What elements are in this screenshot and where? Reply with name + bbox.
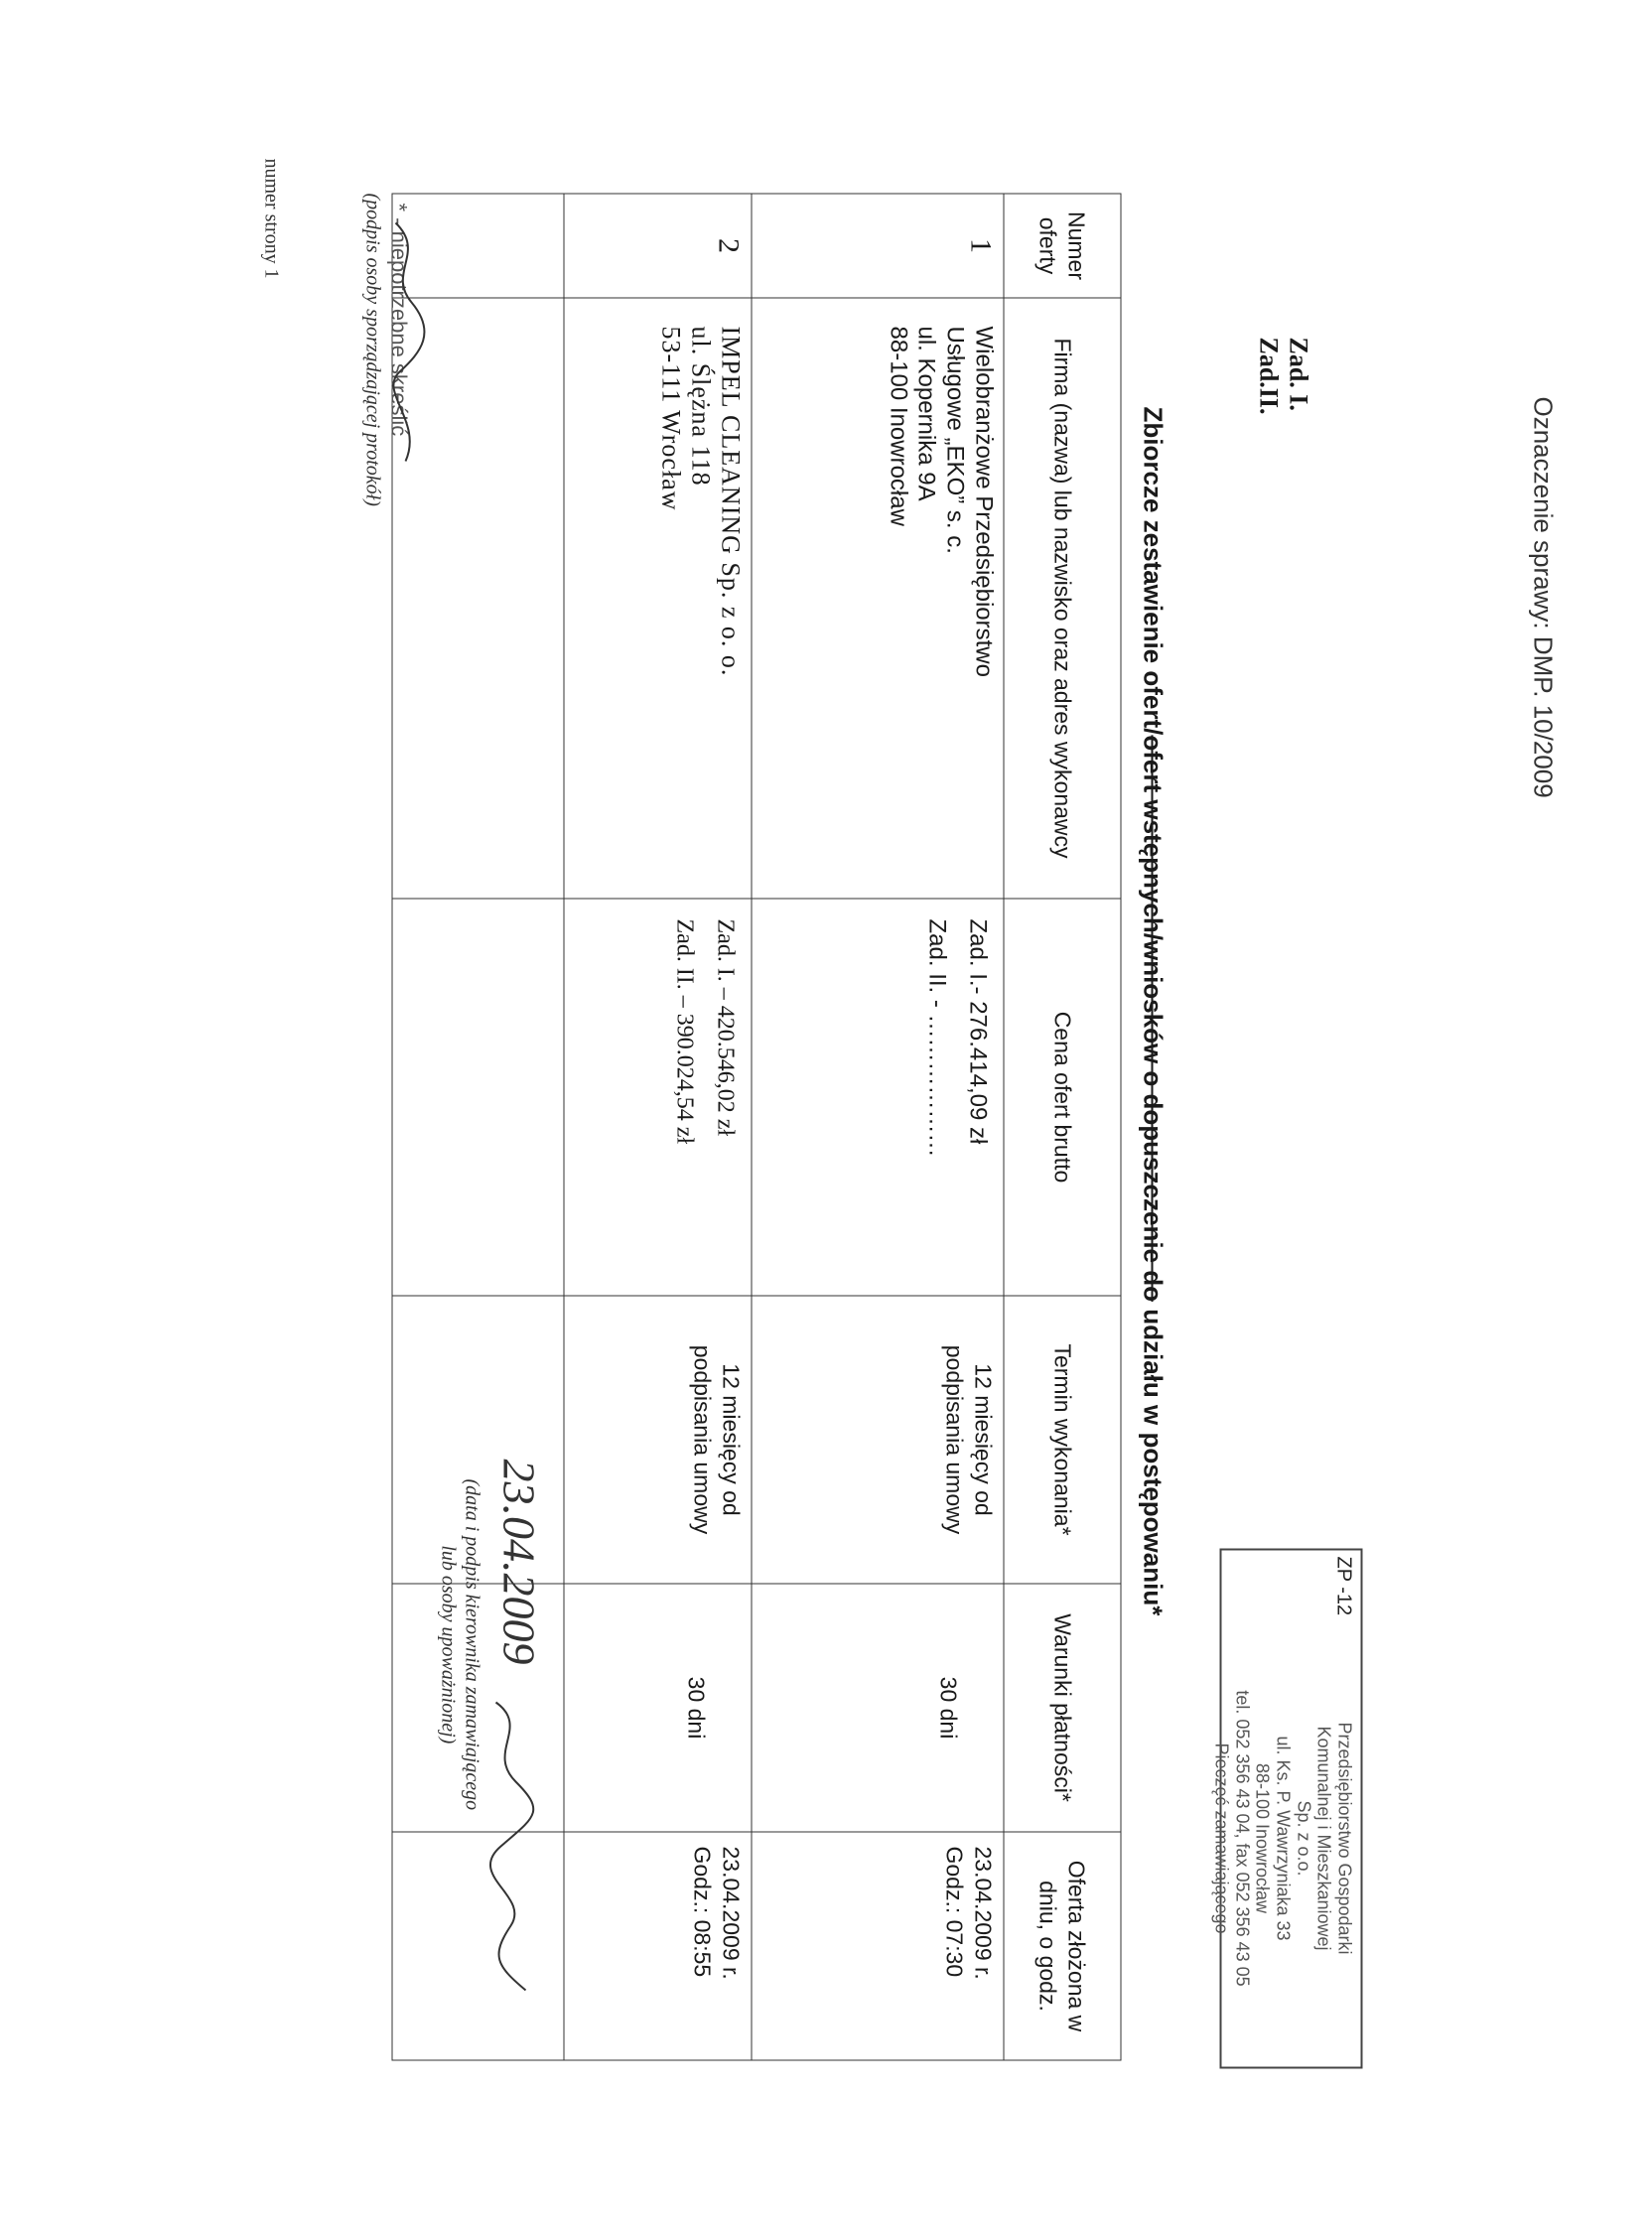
firm-line: ul. Ślężna 118 bbox=[686, 326, 716, 487]
document-title bbox=[1138, 407, 1169, 1616]
handwritten-signature-icon bbox=[482, 1698, 541, 1996]
contracting-authority-stamp bbox=[1211, 1549, 1363, 2069]
part-2-label: Zad.II. bbox=[1254, 337, 1284, 415]
manager-signature-block bbox=[347, 1460, 546, 2016]
firm-line: 53-111 Wrocław bbox=[656, 326, 686, 511]
stamp-line: Komunalnej i Mieszkaniowej bbox=[1313, 1726, 1334, 1951]
submitted-date: 23.04.2009 r. bbox=[718, 1846, 745, 1980]
handwritten-signature-icon bbox=[382, 213, 432, 472]
footnote-note: * - niepotrzebne skreślić bbox=[386, 203, 412, 437]
handwritten-date: 23.04.2009 bbox=[493, 1459, 545, 1665]
firm-line: Usługowe „EKO” s. c. bbox=[941, 326, 969, 554]
stamp-line: Przedsiębiorstwo Gospodarki bbox=[1334, 1722, 1355, 1955]
stamp-line: Sp. z o.o. bbox=[1294, 1800, 1314, 1877]
stamp-line: Pieczęć zamawiającego bbox=[1211, 1743, 1232, 1934]
case-reference: Oznaczenie sprawy: DMP. 10/2009 bbox=[1528, 396, 1559, 798]
firm-line: IMPEL CLEANING Sp. z o. o. bbox=[716, 326, 746, 677]
stamp-text bbox=[1211, 1620, 1355, 2057]
payment-cell: 30 dni bbox=[752, 1584, 1004, 1832]
page-number: numer strony 1 bbox=[260, 158, 283, 279]
term-line: 12 miesięcy od bbox=[718, 1363, 745, 1516]
term-line: 12 miesięcy od bbox=[970, 1363, 997, 1516]
price-line: Zad. II. - ……………… bbox=[923, 918, 951, 1158]
price-cell bbox=[564, 899, 752, 1296]
header-price: Cena ofert brutto bbox=[1004, 899, 1121, 1296]
header-firm: Firma (nazwa) lub nazwisko oraz adres wykonawcy bbox=[1004, 298, 1121, 899]
offer-number: 2 bbox=[564, 194, 752, 298]
title-part-1: Zbiorcze zestawienie ofert/ bbox=[1138, 406, 1169, 736]
price-line: Zad. I. – 420.546,02 zł bbox=[712, 918, 739, 1137]
price-line: Zad. I.- 276.414,09 zł bbox=[964, 918, 992, 1145]
submitted-time: Godz.: 08:55 bbox=[689, 1846, 716, 1978]
header-payment: Warunki płatności* bbox=[1004, 1584, 1121, 1832]
table-row bbox=[752, 194, 1004, 2060]
submitted-date: 23.04.2009 r. bbox=[970, 1846, 997, 1980]
term-line: podpisania umowy bbox=[941, 1344, 968, 1535]
firm-cell bbox=[564, 298, 752, 899]
payment-cell: 30 dni bbox=[564, 1584, 752, 1832]
submitted-time: Godz.: 07:30 bbox=[941, 1846, 968, 1978]
submitted-cell bbox=[564, 1832, 752, 2060]
manager-caption-line: (data i podpis kierownika zamawiającego bbox=[461, 1478, 483, 1811]
firm-line: Wielobranżowe Przedsiębiorstwo bbox=[970, 326, 998, 677]
term-cell bbox=[564, 1296, 752, 1584]
table-row bbox=[564, 194, 752, 2060]
table-header-row bbox=[1004, 194, 1121, 2060]
title-part-2: udziału w postępowaniu* bbox=[1138, 1302, 1169, 1616]
firm-line: ul. Kopernika 9A bbox=[912, 326, 940, 501]
header-term: Termin wykonania* bbox=[1004, 1296, 1121, 1584]
part-1-label: Zad. I. bbox=[1284, 337, 1313, 411]
document-sheet bbox=[1, 0, 1652, 2233]
term-cell bbox=[752, 1296, 1004, 1584]
price-line: Zad. II. – 390.024,54 zł bbox=[671, 918, 698, 1145]
header-submitted: Oferta złożona w dniu, o godz. bbox=[1004, 1832, 1121, 2060]
preparer-caption: (podpis osoby sporządzającej protokół) bbox=[361, 193, 384, 506]
empty-cell bbox=[392, 899, 564, 1296]
stamp-line: tel. 052 356 43 04, fax 052 356 43 05 bbox=[1232, 1690, 1253, 1987]
offer-number: 1 bbox=[752, 194, 1004, 298]
header-offer-number: Numer oferty bbox=[1004, 194, 1121, 298]
manager-caption bbox=[437, 1479, 484, 1811]
firm-line: 88-100 Inowrocław bbox=[885, 326, 912, 526]
manager-caption-line: lub osoby upoważnionej) bbox=[437, 1545, 460, 1745]
term-line: podpisania umowy bbox=[689, 1344, 716, 1535]
submitted-cell bbox=[752, 1832, 1004, 2060]
stamp-zp-number: ZP -12 bbox=[1332, 1556, 1355, 1616]
title-struck-text: ofert wstępnych/wniosków o dopuszczenie do bbox=[1138, 735, 1169, 1302]
firm-cell bbox=[752, 298, 1004, 899]
stamp-line: 88-100 Inowrocław bbox=[1252, 1762, 1273, 1914]
stamp-line: ul. Ks. P. Wawrzyniaka 33 bbox=[1273, 1736, 1294, 1941]
price-cell bbox=[752, 899, 1004, 1296]
